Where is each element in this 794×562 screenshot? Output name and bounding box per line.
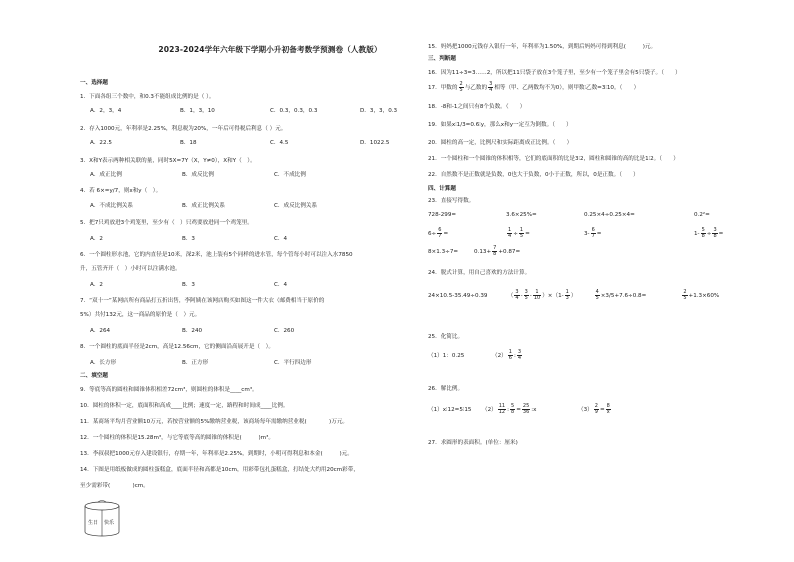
fraction [488, 82, 493, 93]
calc-row-1 [428, 211, 710, 220]
question-5: 5．把7只鸡放进3个鸡笼里，至少有（ ）只鸡要放进同一个鸡笼里。 [80, 220, 253, 226]
calc-item: 0.25×4÷0.25×4= [584, 212, 635, 218]
cake-label-left: 生日 [88, 520, 99, 526]
calc-item [428, 228, 506, 239]
option: A．22.5 [90, 140, 112, 146]
q17-text-mid: 与乙数的 [464, 85, 488, 91]
question-3: 3．X和Y表示两种相关联的量，同时5X=7Y（X，Y≠0），X和Y（ ）。 [80, 158, 256, 164]
calc-text: 6÷ [428, 231, 437, 237]
question-14-line-1: 14．下图是用纸板做成的圆柱蛋糕盒，底面半径和高都是10cm，用彩带包扎蛋糕盒，打结处大约用20cm彩带， [80, 467, 359, 473]
fraction: $\frac{6}{7}$ [438, 227, 442, 239]
calc-item [506, 228, 584, 239]
expression-2: （ $\frac{3}{4}$ - $\frac{3}{5}$ - $\frac{1}{10}$ ）×（1- $\frac{1}{3}$ ） [507, 289, 577, 301]
question-27: 27．求圆形的表面积。(单位：厘米) [428, 440, 518, 446]
question-7-line-1: 7．“双十一”某网店所有商品打五折出售，李阿姨在该网店购买如图这一件大衣（邮费相当于原价的 [80, 298, 325, 304]
option: A．2，3，4 [90, 108, 122, 114]
expression-row [428, 290, 719, 301]
calc-text: = [718, 231, 724, 237]
expression-1: 24×10.5-35.49÷0.39 [428, 293, 488, 299]
question-23: 23．直接写得数。 [428, 198, 475, 204]
question-6-options [90, 282, 366, 289]
fraction [459, 82, 464, 93]
option: A．长方形 [90, 360, 117, 366]
section-judge-heading: 三、判断题 [428, 56, 456, 62]
numerator: 2 [459, 81, 463, 87]
option: C．0.3，0.3，0.3 [270, 108, 318, 114]
question-1-options [90, 108, 450, 115]
question-25: 25．化简比。 [428, 334, 464, 340]
question-12: 12．一个圆柱的体积是15.28m³，与它等底等高的圆锥的体积是( )m³。 [80, 435, 274, 441]
calc-item [474, 246, 520, 257]
question-6-line-2: 升，五管齐开（ ）小时可以注满水池。 [80, 266, 181, 272]
calc-row-3 [428, 246, 520, 257]
question-22: 22．自然数不是正数就是负数，0也大于负数，0小于正数，所以，0是正数。（ ） [428, 172, 639, 178]
fraction: $\frac{3}{8}$ [713, 227, 717, 239]
option: C．平行四边形 [274, 360, 312, 366]
q17-text-pre: 17．甲数的 [428, 85, 458, 91]
proportion-label: （2） [482, 407, 497, 413]
question-4-options [90, 203, 366, 210]
calc-text: ÷ [706, 231, 712, 237]
cake-label-right: 快乐 [104, 520, 115, 526]
simplify-row [428, 350, 523, 361]
question-3-options [90, 172, 366, 179]
option: B．240 [182, 328, 203, 334]
option: D．1022.5 [360, 140, 390, 146]
calc-text: 0.13+ [474, 249, 492, 255]
question-1: 1．下面各组三个数中，和0.3不能组成比例的是（ ）。 [80, 94, 215, 100]
question-7-options [90, 328, 366, 335]
section-choice-heading: 一、选择题 [80, 80, 108, 86]
question-5-options [90, 236, 366, 243]
calc-item: 0.2²= [694, 212, 710, 218]
option: C．成反比例关系 [274, 203, 318, 209]
simplify-1: （1）1：0.25 [428, 353, 465, 359]
section-calc-heading: 四、计算题 [428, 186, 456, 192]
question-18: 18．-8和-1之间只有8个负数。（ ） [428, 104, 526, 110]
question-20: 20．圆柱的高一定，比例尺和实际距离成正比例。（ ） [428, 140, 573, 146]
option: C．260 [274, 328, 295, 334]
question-8: 8．一个圆柱的底面半径是2cm，高是12.56cm，它的侧面沿高展开是（ ）。 [80, 344, 275, 350]
question-26: 26．解比例。 [428, 386, 464, 392]
question-4: 4．若 6×=y/7，则x和y（ ）。 [80, 188, 162, 194]
denominator: 4 [489, 87, 493, 93]
option: B．18 [180, 140, 197, 146]
question-7-line-2: 5%）共付132元，这一商品的原价是（ ）元。 [80, 312, 201, 318]
question-17 [428, 82, 639, 93]
calc-item: 8×1.3÷7= [428, 249, 459, 255]
question-13: 13．李叔叔把1000元存入建设银行，存期一年，年利率是2.25%，到期时，小明可得利息和本金( )元。 [80, 451, 353, 457]
question-2: 2．存入1000元，年利率是2.25%，利息税为20%，一年后可得税后利息（ ）元。 [80, 126, 287, 132]
calc-text: 1- [694, 231, 700, 237]
calc-item: 3.6×25%= [506, 212, 537, 218]
fraction: $\frac{7}{8}$ [493, 245, 497, 257]
proportion-2: （2） $\frac{11}{12}$ : $\frac{5}{8}$ = $\frac{25}{36}$ :x [482, 403, 537, 415]
expr-text: +1.3×60% [688, 293, 720, 299]
option: B．成正比例关系 [182, 203, 225, 209]
expression-4: $\frac{2}{5}$ +1.3×60% [683, 289, 720, 301]
q17-text-post: 相等（甲、乙两数均不为0），则甲数∶乙数=3∶10。（ ） [494, 85, 640, 91]
option: C．4 [274, 282, 288, 288]
cake-box-cylinder-figure [82, 500, 122, 540]
calc-text: = [596, 231, 602, 237]
expression-3: $\frac{4}{5}$ ×3/5+7.6÷0.8= [595, 289, 647, 301]
option: B．1，3，10 [180, 108, 215, 114]
denominator: 5 [459, 87, 463, 93]
question-9: 9．等底等高的圆柱和圆锥体积相差72cm³，则圆柱的体积是____cm³。 [80, 387, 258, 393]
calc-item [694, 228, 723, 239]
proportion-1: （1）x∶12=5∶15 [428, 407, 472, 413]
option: B．3 [182, 236, 195, 242]
calc-row-2 [428, 228, 723, 239]
option: C．4 [274, 236, 288, 242]
question-2-options [90, 140, 450, 147]
option: A．2 [90, 282, 103, 288]
question-24: 24．脱式计算，用自己喜欢的方法计算。 [428, 270, 531, 276]
expr-text: ×3/5+7.6÷0.8= [600, 293, 647, 299]
section-fill-heading: 二、填空题 [80, 373, 108, 379]
option: C．4.5 [270, 140, 289, 146]
option: A．264 [90, 328, 111, 334]
question-16: 16．因为11÷3=3……2，所以把11只袋子放在3个笼子里，至少有一个笼子里会有5只袋子。（ ） [428, 70, 681, 76]
option: A．不成比例关系 [90, 203, 133, 209]
proportion-label: （3） [578, 407, 593, 413]
question-10: 10．圆柱的体积一定，底面积和高成____比例；速度一定，路程和时间成____比例。 [80, 403, 289, 409]
option: A．2 [90, 236, 103, 242]
calc-text: +0.87= [498, 249, 521, 255]
proportion-3: （3） $\frac{2}{9}$ = $\frac{8}{x}$ [578, 403, 610, 415]
fraction: $\frac{1}{5}$ [519, 227, 524, 239]
option: D．3，3，0.3 [360, 108, 398, 114]
question-19: 19．如果x∶1/3=0.6∶y，那么x和y一定互为倒数。（ ） [428, 122, 572, 128]
numerator: 3 [489, 81, 493, 87]
option: A．成正比例 [90, 172, 122, 178]
question-15: 15．妈妈把1000元钱存入银行一年，年利率为1.50%，到期后妈妈可得到利息( )元。 [428, 44, 657, 50]
calc-text: 3- [584, 231, 590, 237]
question-11: 11．某商场平均月营业额10万元，若按营业额的5%缴纳营业税，该商场每年需缴纳营业税( )万元。 [80, 419, 349, 425]
option: B．3 [182, 282, 195, 288]
calc-item: 728-299= [428, 212, 457, 218]
fraction: $\frac{5}{8}$ [701, 227, 705, 239]
calc-item [584, 228, 694, 239]
question-6-line-1: 6．一个圆柱形水池，它的内直径是10米，深2米，池上装有5个同样的进水管，每个管每小时可以注入水7850 [80, 252, 353, 258]
question-8-options [90, 360, 366, 367]
fraction: $\frac{1}{4}$ [508, 227, 512, 239]
option: C．不成比例 [274, 172, 306, 178]
option: B．成反比例 [182, 172, 214, 178]
proportion-row [428, 404, 612, 415]
simplify-label: （2） [492, 353, 507, 359]
calc-text: = [525, 231, 530, 237]
simplify-2: （2） $\frac{1}{6}$ : $\frac{3}{4}$ [492, 349, 522, 361]
option: B．正方形 [182, 360, 209, 366]
question-14-line-2: 至少需彩带( )cm。 [80, 483, 149, 489]
calc-text: = [443, 231, 449, 237]
calc-text: ÷ [513, 231, 518, 237]
exam-title: 2023-2024学年六年级下学期小升初备考数学预测卷（人教版） [158, 45, 382, 54]
question-21: 21．一个圆柱和一个圆锥的体积相等，它们的底面积的比是3∶2，圆柱和圆锥的高的比是1∶2。（ ） [428, 156, 679, 162]
fraction: $\frac{6}{7}$ [591, 227, 595, 239]
